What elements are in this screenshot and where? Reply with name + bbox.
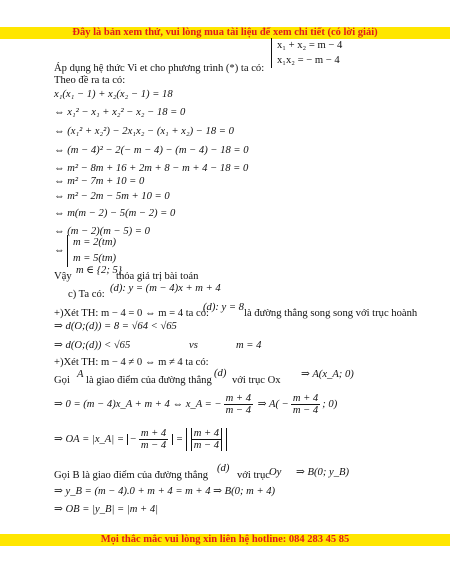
distance-m4: m = 4 xyxy=(236,340,262,351)
case-1-desc: là đường thẳng song song với trục hoành xyxy=(244,308,418,319)
ob-length: ⇒ OB = |y_B| = |m + 4| xyxy=(54,504,159,515)
point-a-text: là giao điểm của đường thẳng xyxy=(86,375,212,386)
point-a-intro: Gọi xyxy=(54,375,70,386)
xa-derivation: ⇒ 0 = (m − 4)x_A + m + 4 ⇔ x_A = − $\frac{m + 4}{m - 4}$ ⇒ A( − $\frac{m + 4}{m - 4}$ ; 0) xyxy=(54,393,338,416)
eq-8: ⇔ m(m − 2) − 5(m − 2) = 0 xyxy=(54,208,176,219)
point-b-coords: ⇒ B(0; y_B) xyxy=(296,467,349,478)
case-2: +)Xét TH: m − 4 ≠ 0 ⇔ m ≠ 4 ta có: xyxy=(54,357,209,368)
eq-4: ⇔ (m − 4)² − 2(− m − 4) − (m − 4) − 18 = 0 xyxy=(54,145,249,156)
eq-6: ⇔ m² − 7m + 10 = 0 xyxy=(54,176,145,187)
point-a-name: A xyxy=(77,369,84,380)
point-a-line: (d) xyxy=(214,368,227,379)
point-b-line: (d) xyxy=(217,463,230,474)
eq-1: x₁(x₁ − 1) + x₂(x₂ − 1) = 18 xyxy=(54,89,173,100)
conclusion-prefix: Vậy xyxy=(54,271,72,282)
eq-2: ⇔ x₁² − x₁ + x₂² − x₂ − 18 = 0 xyxy=(54,107,186,118)
solution-bracket xyxy=(67,235,72,267)
part-c-label: c) Ta có: xyxy=(68,289,105,300)
bottom-banner: Mọi thắc mắc vui lòng xin liên hệ hotline: 084 283 45 85 xyxy=(0,534,450,546)
distance-1: ⇒ d(O;(d)) = 8 = √64 < √65 xyxy=(54,321,177,332)
conclusion-text: thỏa giá trị bài toán xyxy=(116,271,199,282)
line-d-equation: (d): y = (m − 4)x + m + 4 xyxy=(110,283,221,294)
point-b-axis: với trục xyxy=(237,470,270,481)
case-1: +)Xét TH: m − 4 = 0 ⇔ m = 4 ta có: xyxy=(54,308,209,319)
top-banner: Đây là bản xem thử, vui lòng mua tài liệu để xem chi tiết (có lời giải) xyxy=(0,27,450,39)
conclusion-set: m ∈ {2; 5} xyxy=(76,265,123,276)
equiv-symbol: ⇔ xyxy=(54,245,65,256)
distance-2: ⇒ d(O;(d)) < √65 xyxy=(54,340,131,351)
eq-7: ⇔ m² − 2m − 5m + 10 = 0 xyxy=(54,191,170,202)
yb-derivation: ⇒ y_B = (m − 4).0 + m + 4 = m + 4 ⇒ B(0; m + 4) xyxy=(54,486,276,497)
line-apply-vieta: Áp dụng hệ thức Vi et cho phương trình (*) ta có: xyxy=(54,63,265,74)
solution-m5: m = 5(tm) xyxy=(73,253,117,264)
case-1-line: (d): y = 8 xyxy=(203,302,244,313)
point-a-axis: với trục Ox xyxy=(232,375,281,386)
distance-vs: vs xyxy=(189,340,198,351)
system-brace xyxy=(271,38,276,68)
eq-9: ⇔ (m − 2)(m − 5) = 0 xyxy=(54,226,150,237)
point-a-coords: ⇒ A(x_A; 0) xyxy=(301,369,354,380)
point-b-oy: Oy xyxy=(269,467,282,478)
vieta-sum: x₁ + x₂ = m − 4 xyxy=(277,40,343,51)
vieta-product: x₁x₂ = − m − 4 xyxy=(277,55,340,66)
point-b-intro: Gọi B là giao điểm của đường thẳng xyxy=(54,470,209,481)
oa-length: ⇒ OA = |x_A| = − $\frac{m + 4}{m - 4}$ = $\frac{m + 4}{m - 4}$ xyxy=(54,428,227,451)
eq-3: ⇔ (x₁² + x₂²) − 2x₁x₂ − (x₁ + x₂) − 18 = 0 xyxy=(54,126,234,137)
solution-m2: m = 2(tm) xyxy=(73,237,117,248)
line-given: Theo đề ra ta có: xyxy=(54,75,126,86)
eq-5: ⇔ m² − 8m + 16 + 2m + 8 − m + 4 − 18 = 0 xyxy=(54,163,249,174)
